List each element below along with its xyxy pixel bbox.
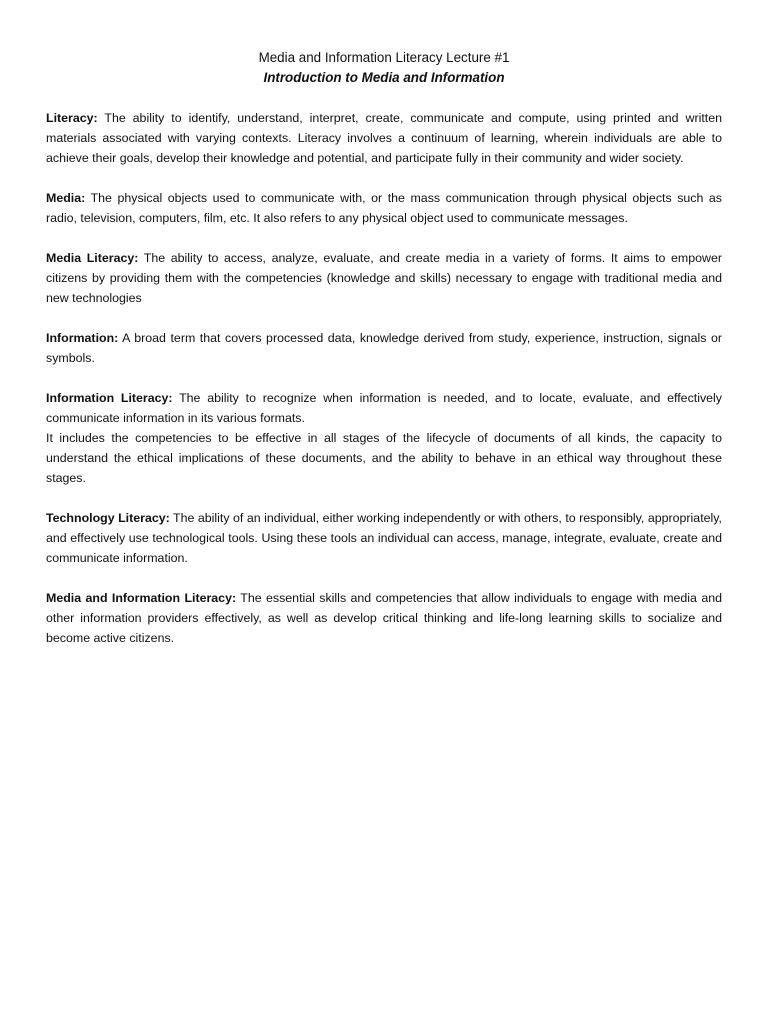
document-subtitle: Introduction to Media and Information	[263, 70, 505, 85]
term-label: Technology Literacy:	[46, 511, 170, 525]
term-label: Media Literacy:	[46, 251, 139, 265]
term-definition: The ability of an individual, either working independently or with others, to responsibly, appropriately, and effectively use technological tools. Using these tools an individual can access, manage, integrate, evaluate, create and communicate information.	[46, 511, 723, 565]
term-definition: The ability to identify, understand, interpret, create, communicate and compute, using printed and written materials associated with varying contexts. Literacy involves a continuum of learning, wherein individuals are able to achieve their goals, develop their knowledge and potential, and participate fully in their community and wider society.	[46, 111, 722, 165]
definition-media-and-information-literacy	[46, 588, 722, 648]
definition-technology-literacy	[46, 508, 722, 568]
definition-information	[46, 328, 722, 368]
term-label: Media:	[46, 191, 86, 205]
definition-information-literacy	[46, 388, 722, 488]
term-definition-continued: It includes the competencies to be effective in all stages of the lifecycle of documents of all kinds, the capacity to understand the ethical implications of these documents, and the ability to behave in an ethical way throughout these stages.	[46, 431, 722, 485]
term-definition: A broad term that covers processed data, knowledge derived from study, experience, instruction, signals or symbols.	[46, 331, 722, 365]
term-definition: The ability to recognize when information is needed, and to locate, evaluate, and effectively communicate information in its various formats.	[46, 391, 722, 425]
term-label: Literacy:	[46, 111, 98, 125]
definition-media-literacy	[46, 248, 722, 308]
definition-media	[46, 188, 722, 228]
term-definition: The ability to access, analyze, evaluate, and create media in a variety of forms. It aims to empower citizens by providing them with the competencies (knowledge and skills) necessary to engage with traditional media and new technologies	[46, 251, 722, 305]
term-definition: The physical objects used to communicate with, or the mass communication through physical objects such as radio, television, computers, film, etc. It also refers to any physical object used to communicate messages.	[46, 191, 723, 225]
definition-literacy	[46, 108, 722, 168]
document-body	[46, 108, 722, 668]
term-label: Media and Information Literacy:	[46, 591, 237, 605]
term-label: Information Literacy:	[46, 391, 173, 405]
term-label: Information:	[46, 331, 119, 345]
document-header	[46, 48, 722, 88]
term-definition: The essential skills and competencies that allow individuals to engage with media and other information providers effectively, as well as develop critical thinking and life-long learning skills to socialize and become active citizens.	[46, 591, 723, 645]
document-title: Media and Information Literacy Lecture #1	[258, 50, 510, 65]
